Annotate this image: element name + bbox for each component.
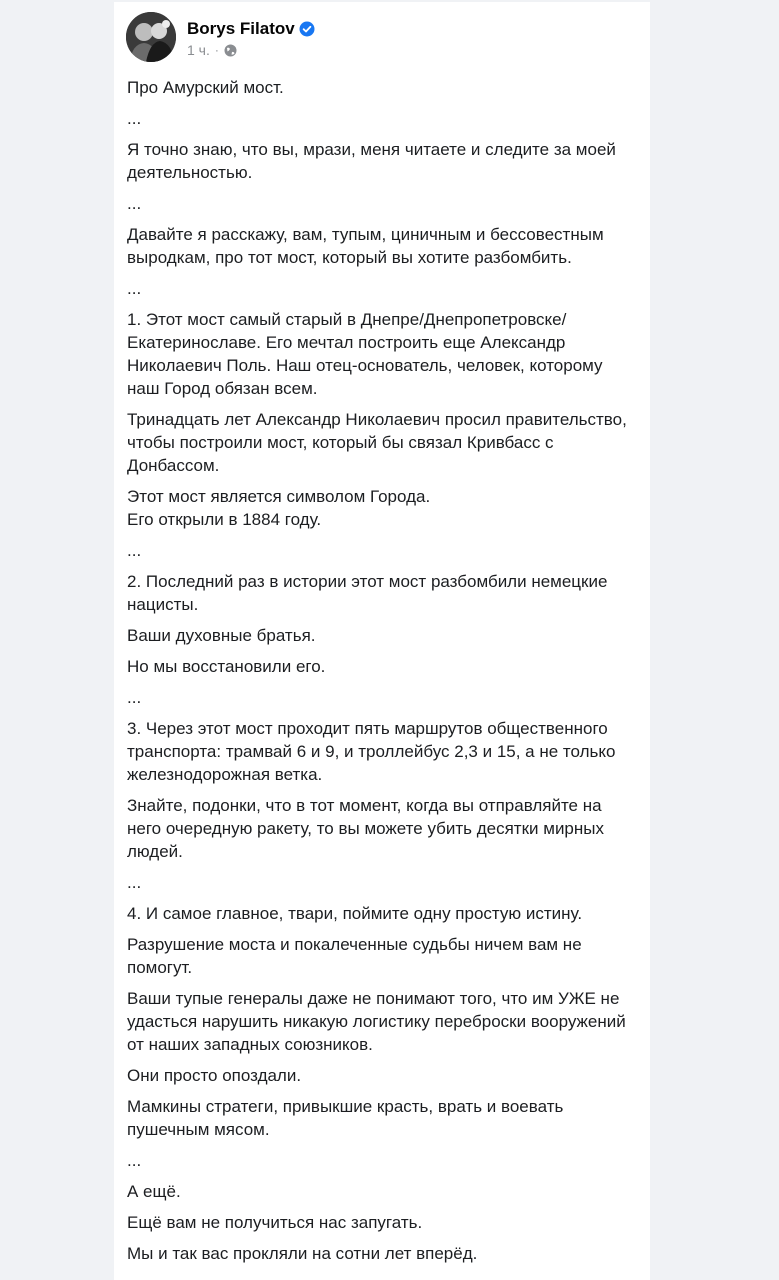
post-paragraph: Они просто опоздали.: [127, 1066, 302, 1085]
post-paragraph: Тринадцать лет Александр Николаевич просил правительство, чтобы построили мост, который бы связал Кривбасс с Донбассом.: [127, 410, 627, 475]
post-timestamp[interactable]: 1 ч.: [187, 42, 210, 58]
ellipsis-separator: ...: [127, 688, 142, 707]
author-name[interactable]: Borys Filatov: [187, 19, 295, 38]
meta-separator: ·: [214, 43, 219, 57]
post-paragraph: 2. Последний раз в истории этот мост разбомбили немецкие нацисты.: [127, 572, 608, 614]
post-paragraph: Этот мост является символом Города. Его открыли в 1884 году.: [127, 487, 431, 529]
post-paragraph: Ваши тупые генералы даже не понимают того, что им УЖЕ не удасться нарушить никакую логистику переброски вооружений от наших западных союзников.: [127, 989, 626, 1054]
post-paragraph: Но мы восстановили его.: [127, 657, 326, 676]
post-paragraph: 4. И самое главное, твари, поймите одну простую истину.: [127, 904, 583, 923]
post-paragraph: Разрушение моста и покалеченные судьбы ничем вам не помогут.: [127, 935, 582, 977]
post-paragraph: Ещё вам не получиться нас запугать.: [127, 1213, 423, 1232]
verified-badge-icon: [299, 21, 315, 37]
ellipsis-separator: ...: [127, 541, 142, 560]
post-paragraph: Ваши духовные братья.: [127, 626, 316, 645]
post-meta: [187, 42, 315, 58]
ellipsis-separator: ...: [127, 194, 142, 213]
post-body: [127, 76, 637, 1273]
post-paragraph: Я точно знаю, что вы, мрази, меня читаете и следите за моей деятельностью.: [127, 140, 616, 182]
ellipsis-separator: ...: [127, 109, 142, 128]
author-block: [187, 17, 315, 58]
author-row: [187, 17, 315, 41]
post-header: [126, 12, 626, 64]
post-paragraph: Мамкины стратеги, привыкшие красть, врать и воевать пушечным мясом.: [127, 1097, 564, 1139]
post-paragraph: А ещё.: [127, 1182, 181, 1201]
avatar-photo: [126, 12, 176, 62]
globe-icon[interactable]: [224, 44, 237, 57]
post-paragraph: Знайте, подонки, что в тот момент, когда вы отправляйте на него очередную ракету, то вы можете убить десятки мирных людей.: [127, 796, 604, 861]
avatar[interactable]: [126, 12, 176, 62]
post-paragraph: Про Амурский мост.: [127, 78, 284, 97]
facebook-post: [114, 2, 650, 1280]
post-paragraph: Давайте я расскажу, вам, тупым, циничным и бессовестным выродкам, про тот мост, который вы хотите разбомбить.: [127, 225, 604, 267]
post-paragraph: 3. Через этот мост проходит пять маршрутов общественного транспорта: трамвай 6 и 9, и троллейбус 2,3 и 15, а не только железнодорожная ветка.: [127, 719, 616, 784]
post-paragraph: Мы и так вас прокляли на сотни лет вперёд.: [127, 1244, 478, 1263]
ellipsis-separator: ...: [127, 1151, 142, 1170]
ellipsis-separator: ...: [127, 279, 142, 298]
post-paragraph: 1. Этот мост самый старый в Днепре/Днепропетровске/ Екатеринославе. Его мечтал построить еще Александр Николаевич Поль. Наш отец-основатель, человек, которому наш Город обязан всем.: [127, 310, 603, 398]
ellipsis-separator: ...: [127, 873, 142, 892]
